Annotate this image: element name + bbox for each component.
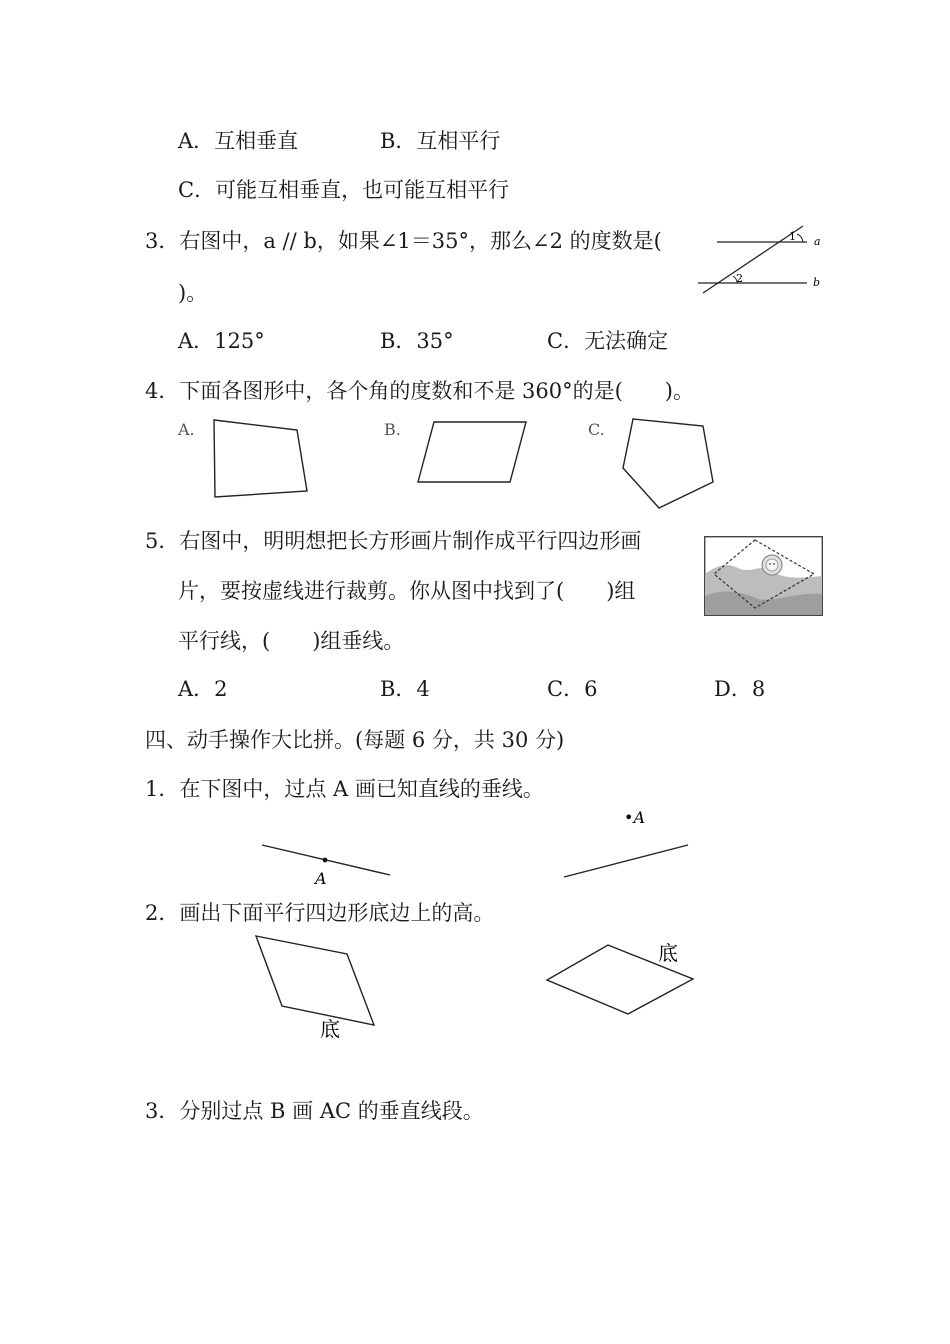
q5-option-a: A．2 [178,677,228,701]
section4-q1-text: 1．在下图中，过点 A 画已知直线的垂线。 [145,777,544,801]
q1-point-a-off-line: •A [624,808,645,827]
q2-option-a: A．互相垂直 [178,129,299,153]
q4-parallelogram-shape [418,422,526,482]
q4-text: 4．下面各图形中，各个角的度数和不是 360°的是( )。 [145,379,695,403]
q3-option-a: A．125° [178,329,265,353]
section4-title: 四、动手操作大比拼。(每题 6 分，共 30 分) [145,728,565,752]
q4-pentagon-shape [623,419,713,508]
q2-left-parallelogram [256,936,374,1025]
q4-shapes-figure [170,410,730,520]
q2-option-c: C．可能互相垂直，也可能互相平行 [178,178,510,202]
q2-base-label-right: 底 [658,941,678,965]
section4-q2-figure [250,930,710,1045]
q3-label-angle2: 2 [736,272,743,285]
q3-label-a: a [814,235,821,248]
q2-option-b: B．互相平行 [380,129,501,153]
q5-option-b: B．4 [380,677,430,701]
q5-text-line3: 平行线，( )组垂线。 [178,629,405,653]
q3-text-line1: 3．右图中，a // b，如果∠1＝35°，那么∠2 的度数是( [145,229,662,253]
q4-label-c: C. [588,420,605,439]
q5-picture-figure [704,536,823,616]
q3-parallel-lines-figure [695,220,825,300]
section4-q3-text: 3．分别过点 B 画 AC 的垂直线段。 [145,1099,484,1123]
q4-label-b: B. [384,420,401,439]
section4-q1-figure [255,805,705,890]
section4-q2-text: 2．画出下面平行四边形底边上的高。 [145,901,495,925]
q4-quadrilateral-shape [214,420,307,497]
q3-label-angle1: 1 [789,230,796,243]
q5-option-d: D．8 [714,677,766,701]
q5-text-line1: 5．右图中，明明想把长方形画片制作成平行四边形画 [145,529,642,553]
q3-text-line2: )。 [178,281,208,305]
q5-text-line2: 片，要按虚线进行裁剪。你从图中找到了( )组 [178,579,636,603]
q3-option-b: B．35° [380,329,454,353]
q4-label-a: A. [178,420,195,439]
q5-option-c: C．6 [547,677,598,701]
q3-label-b: b [813,276,821,289]
q2-base-label-left: 底 [320,1017,340,1041]
q3-option-c: C．无法确定 [547,329,669,353]
q1-point-a-on-line: A [315,869,327,888]
